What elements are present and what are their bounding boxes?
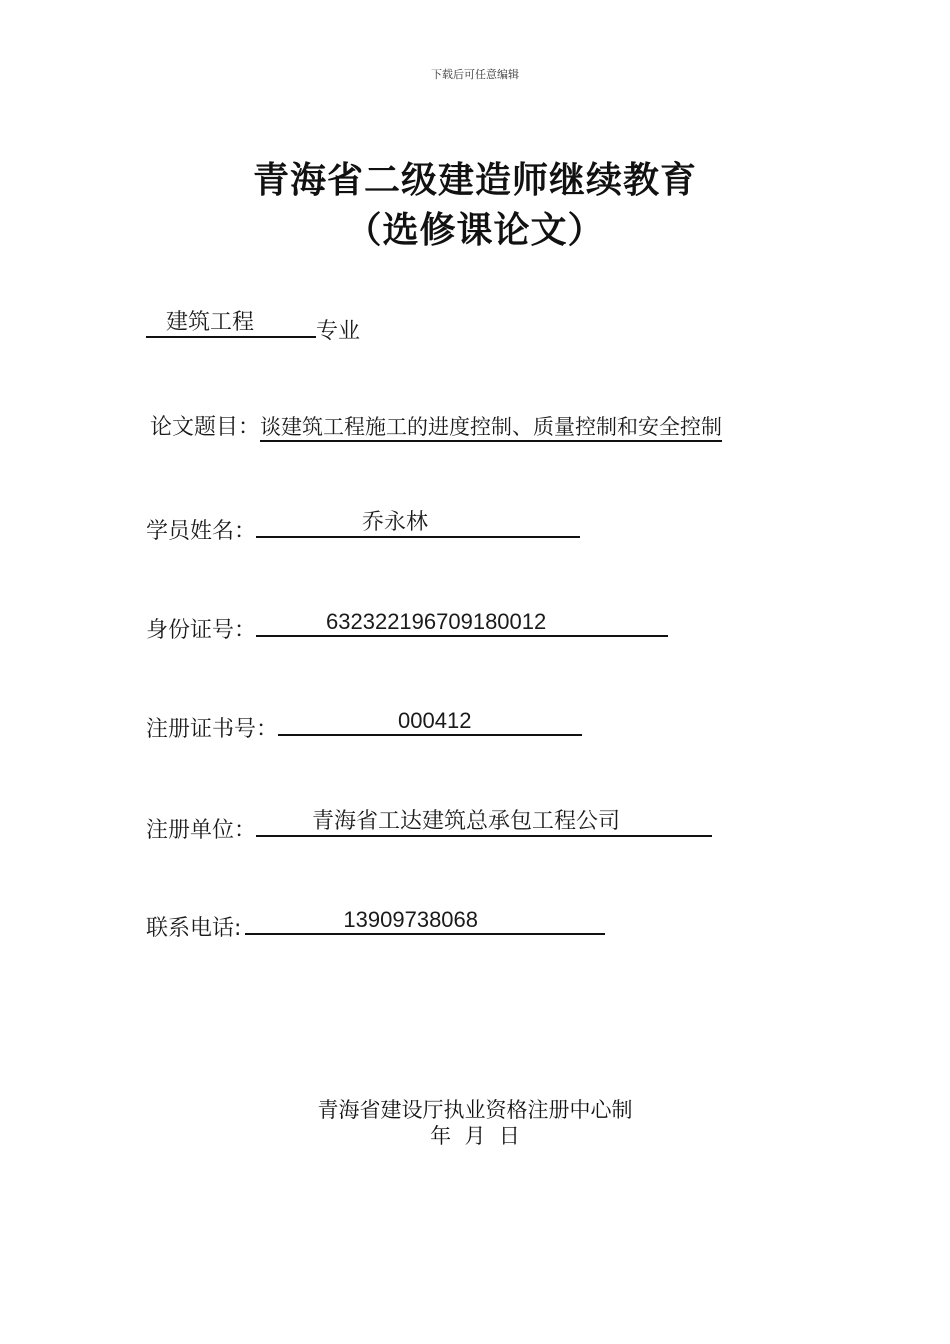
major-suffix: 专业	[316, 319, 361, 344]
id-number-label: 身份证号：	[146, 618, 257, 643]
student-name-field	[256, 510, 580, 538]
cert-number-label: 注册证书号：	[146, 717, 279, 742]
phone-field	[245, 907, 605, 935]
footer-date: 年 月 日	[430, 1124, 520, 1148]
header-note: 下载后可任意编辑	[431, 68, 519, 81]
document-subtitle: （选修课论文）	[345, 210, 605, 251]
topic-value: 谈建筑工程施工的进度控制、质量控制和安全控制	[260, 415, 722, 442]
student-name-label: 学员姓名：	[146, 519, 257, 544]
phone-value: 13909738068	[343, 907, 479, 932]
phone-row	[146, 907, 605, 942]
cert-number-field	[278, 708, 582, 736]
employer-label: 注册单位：	[146, 818, 257, 843]
employer-row	[146, 809, 712, 844]
cert-number-row	[146, 708, 582, 743]
student-name-row	[146, 510, 580, 545]
major-value: 建筑工程	[166, 310, 255, 335]
major-row	[146, 310, 360, 345]
student-name-value: 乔永林	[362, 510, 429, 535]
id-number-value: 632322196709180012	[326, 609, 547, 634]
topic-row	[150, 410, 722, 441]
document-title: 青海省二级建造师继续教育	[252, 160, 697, 201]
id-number-field	[256, 609, 668, 637]
footer-organization: 青海省建设厅执业资格注册中心制	[317, 1098, 633, 1122]
phone-label: 联系电话:	[146, 916, 242, 941]
employer-field	[256, 809, 712, 837]
cert-number-value: 000412	[398, 708, 472, 733]
id-number-row	[146, 609, 668, 644]
topic-label: 论文题目：	[150, 415, 261, 440]
major-field	[146, 310, 316, 338]
employer-value: 青海省工达建筑总承包工程公司	[312, 809, 621, 834]
